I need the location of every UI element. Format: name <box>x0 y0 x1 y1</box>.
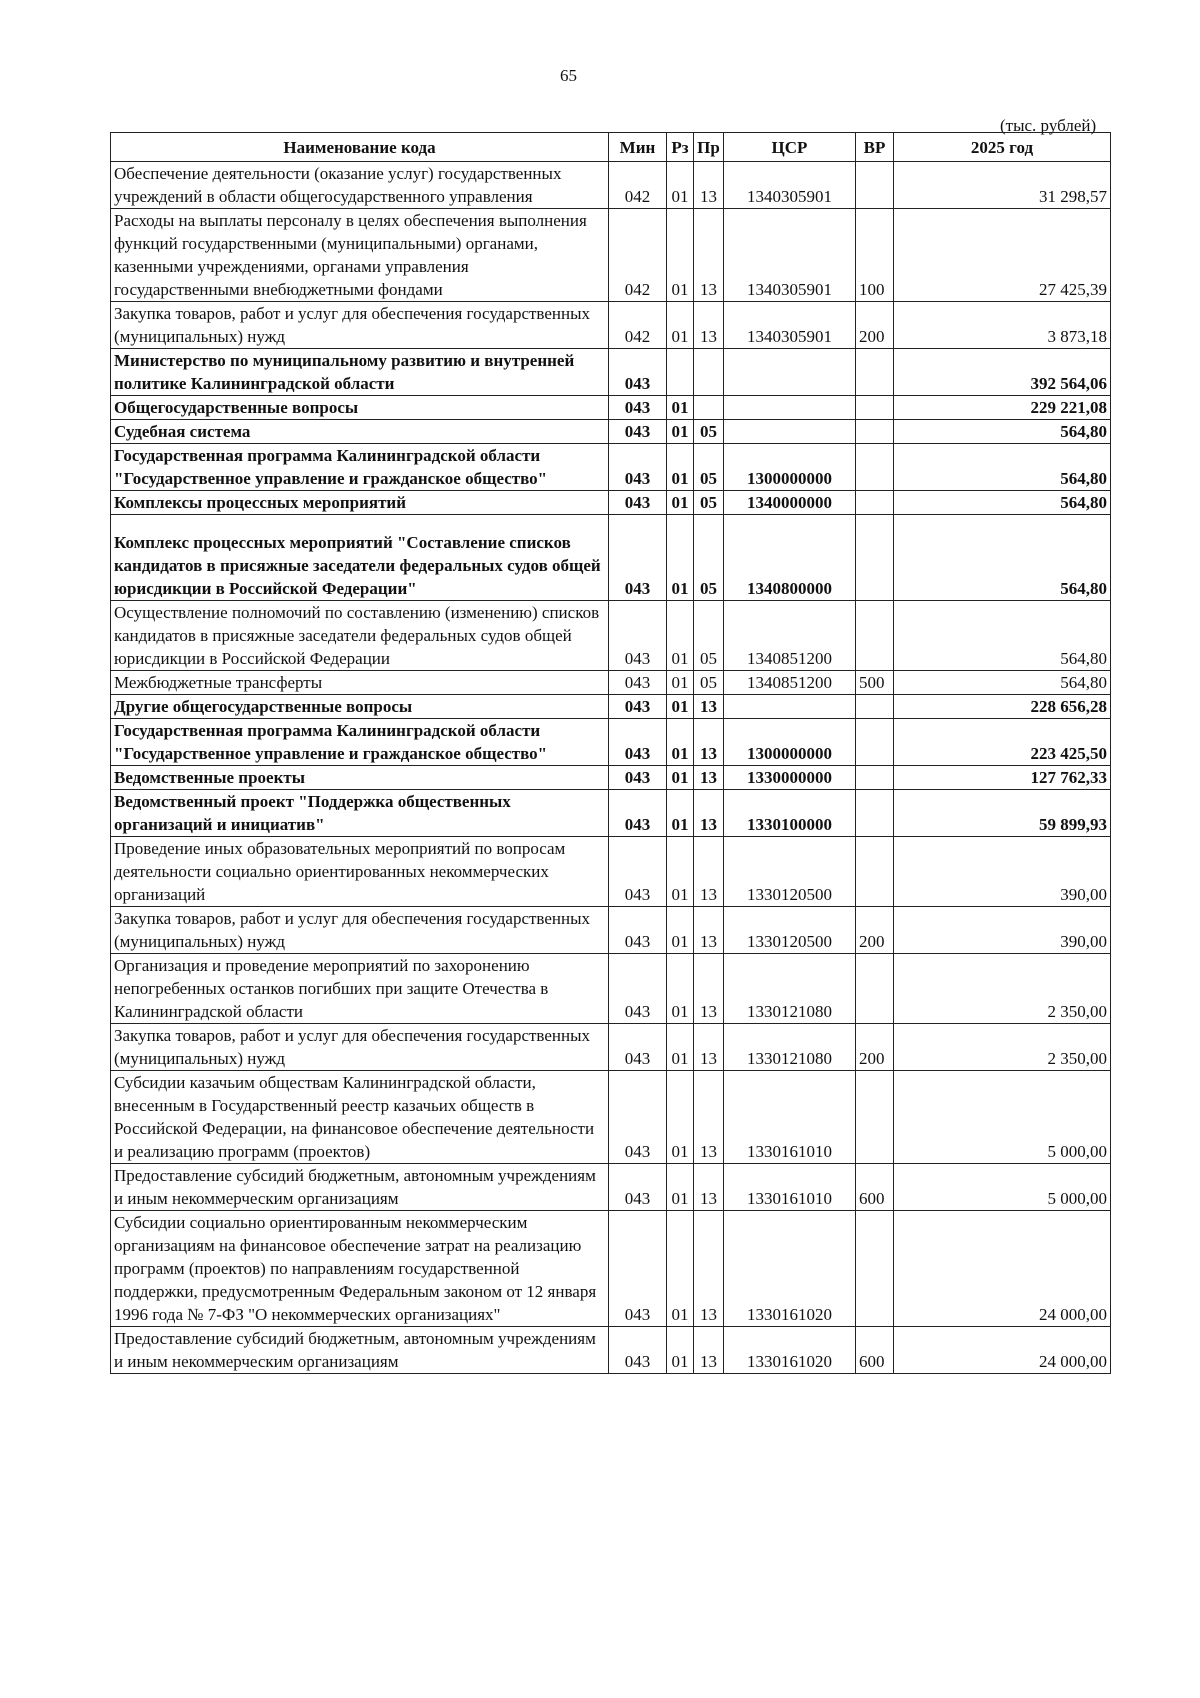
cell-pr: 13 <box>694 837 724 907</box>
page-number: 65 <box>560 66 577 85</box>
table-row <box>111 1327 1111 1374</box>
cell-pr: 05 <box>694 515 724 601</box>
cell-csr <box>724 349 856 396</box>
cell-min: 043 <box>609 695 667 719</box>
cell-amount: 3 873,18 <box>894 302 1111 349</box>
cell-name: Закупка товаров, работ и услуг для обеспечения государственных (муниципальных) нужд <box>111 302 609 349</box>
cell-pr: 05 <box>694 420 724 444</box>
cell-min: 043 <box>609 1327 667 1374</box>
cell-vr <box>856 837 894 907</box>
cell-vr: 200 <box>856 1024 894 1071</box>
cell-csr: 1330121080 <box>724 1024 856 1071</box>
cell-csr: 1330161010 <box>724 1071 856 1164</box>
table-row <box>111 420 1111 444</box>
cell-amount: 564,80 <box>894 601 1111 671</box>
cell-min: 043 <box>609 1211 667 1327</box>
cell-amount: 564,80 <box>894 420 1111 444</box>
cell-vr: 500 <box>856 671 894 695</box>
cell-pr: 13 <box>694 162 724 209</box>
cell-amount: 223 425,50 <box>894 719 1111 766</box>
cell-amount: 31 298,57 <box>894 162 1111 209</box>
cell-csr: 1340305901 <box>724 209 856 302</box>
cell-amount: 27 425,39 <box>894 209 1111 302</box>
table-row <box>111 1024 1111 1071</box>
cell-amount: 24 000,00 <box>894 1211 1111 1327</box>
cell-amount: 564,80 <box>894 671 1111 695</box>
cell-rz: 01 <box>667 1211 694 1327</box>
cell-amount: 390,00 <box>894 907 1111 954</box>
cell-name: Государственная программа Калининградской области "Государственное управление и гражданское общество" <box>111 444 609 491</box>
cell-min: 042 <box>609 209 667 302</box>
cell-csr: 1330120500 <box>724 837 856 907</box>
cell-name: Государственная программа Калининградской области "Государственное управление и гражданское общество" <box>111 719 609 766</box>
cell-rz: 01 <box>667 396 694 420</box>
table-row <box>111 349 1111 396</box>
cell-amount: 2 350,00 <box>894 1024 1111 1071</box>
cell-pr: 13 <box>694 1024 724 1071</box>
cell-name: Субсидии казачьим обществам Калининградской области, внесенным в Государственный реестр казачьих обществ в Российской Федерации, на финансовое обеспечение деятельности и реализацию программ (проектов) <box>111 1071 609 1164</box>
table-row <box>111 907 1111 954</box>
cell-amount: 564,80 <box>894 515 1111 601</box>
cell-vr <box>856 1211 894 1327</box>
cell-min: 043 <box>609 515 667 601</box>
cell-csr: 1340305901 <box>724 302 856 349</box>
cell-csr <box>724 695 856 719</box>
cell-rz: 01 <box>667 515 694 601</box>
cell-vr <box>856 1071 894 1164</box>
cell-min: 043 <box>609 491 667 515</box>
cell-rz: 01 <box>667 1024 694 1071</box>
cell-vr <box>856 396 894 420</box>
cell-name: Ведомственный проект "Поддержка общественных организаций и инициатив" <box>111 790 609 837</box>
cell-csr: 1330161020 <box>724 1211 856 1327</box>
cell-amount: 2 350,00 <box>894 954 1111 1024</box>
cell-pr: 13 <box>694 695 724 719</box>
cell-vr <box>856 444 894 491</box>
cell-pr: 13 <box>694 766 724 790</box>
cell-name: Закупка товаров, работ и услуг для обеспечения государственных (муниципальных) нужд <box>111 1024 609 1071</box>
table-row <box>111 719 1111 766</box>
cell-amount: 59 899,93 <box>894 790 1111 837</box>
cell-name: Министерство по муниципальному развитию и внутренней политике Калининградской области <box>111 349 609 396</box>
cell-rz: 01 <box>667 790 694 837</box>
cell-rz: 01 <box>667 444 694 491</box>
table-row <box>111 1164 1111 1211</box>
cell-csr: 1330121080 <box>724 954 856 1024</box>
cell-min: 043 <box>609 766 667 790</box>
cell-vr: 200 <box>856 907 894 954</box>
cell-min: 043 <box>609 671 667 695</box>
cell-min: 043 <box>609 837 667 907</box>
cell-pr: 13 <box>694 719 724 766</box>
cell-vr <box>856 766 894 790</box>
cell-rz: 01 <box>667 907 694 954</box>
cell-name: Осуществление полномочий по составлению (изменению) списков кандидатов в присяжные заседатели федеральных судов общей юрисдикции в Российской Федерации <box>111 601 609 671</box>
cell-pr: 13 <box>694 1164 724 1211</box>
cell-csr <box>724 396 856 420</box>
cell-csr: 1300000000 <box>724 444 856 491</box>
cell-min: 042 <box>609 302 667 349</box>
cell-amount: 5 000,00 <box>894 1164 1111 1211</box>
cell-rz: 01 <box>667 1327 694 1374</box>
cell-csr: 1340800000 <box>724 515 856 601</box>
cell-min: 043 <box>609 907 667 954</box>
cell-name: Общегосударственные вопросы <box>111 396 609 420</box>
cell-pr <box>694 396 724 420</box>
cell-vr <box>856 491 894 515</box>
cell-vr <box>856 349 894 396</box>
table-row <box>111 396 1111 420</box>
cell-name: Организация и проведение мероприятий по захоронению непогребенных останков погибших при защите Отечества в Калининградской области <box>111 954 609 1024</box>
cell-rz <box>667 349 694 396</box>
table-row <box>111 601 1111 671</box>
cell-name: Предоставление субсидий бюджетным, автономным учреждениям и иным некоммерческим организациям <box>111 1164 609 1211</box>
cell-vr <box>856 601 894 671</box>
cell-name: Закупка товаров, работ и услуг для обеспечения государственных (муниципальных) нужд <box>111 907 609 954</box>
cell-amount: 5 000,00 <box>894 1071 1111 1164</box>
cell-csr: 1330120500 <box>724 907 856 954</box>
cell-csr: 1340851200 <box>724 601 856 671</box>
cell-rz: 01 <box>667 954 694 1024</box>
cell-min: 043 <box>609 349 667 396</box>
table-row <box>111 209 1111 302</box>
table-row <box>111 491 1111 515</box>
cell-pr: 05 <box>694 491 724 515</box>
cell-vr <box>856 695 894 719</box>
cell-name: Обеспечение деятельности (оказание услуг) государственных учреждений в области общегосударственного управления <box>111 162 609 209</box>
cell-rz: 01 <box>667 695 694 719</box>
table-row <box>111 515 1111 601</box>
budget-table <box>110 132 1111 1374</box>
table-row <box>111 954 1111 1024</box>
cell-csr: 1340000000 <box>724 491 856 515</box>
cell-pr: 13 <box>694 790 724 837</box>
cell-pr: 13 <box>694 302 724 349</box>
header-amount: 2025 год <box>894 133 1111 162</box>
cell-min: 043 <box>609 396 667 420</box>
cell-min: 043 <box>609 601 667 671</box>
cell-amount: 24 000,00 <box>894 1327 1111 1374</box>
cell-vr <box>856 790 894 837</box>
header-rz: Рз <box>667 133 694 162</box>
cell-amount: 390,00 <box>894 837 1111 907</box>
cell-vr: 600 <box>856 1164 894 1211</box>
cell-amount: 127 762,33 <box>894 766 1111 790</box>
cell-csr: 1340851200 <box>724 671 856 695</box>
cell-vr: 100 <box>856 209 894 302</box>
cell-min: 043 <box>609 719 667 766</box>
cell-rz: 01 <box>667 837 694 907</box>
cell-csr: 1330161020 <box>724 1327 856 1374</box>
table-row <box>111 302 1111 349</box>
cell-rz: 01 <box>667 302 694 349</box>
table-row <box>111 444 1111 491</box>
cell-amount: 564,80 <box>894 491 1111 515</box>
header-min: Мин <box>609 133 667 162</box>
cell-rz: 01 <box>667 719 694 766</box>
cell-pr <box>694 349 724 396</box>
cell-csr <box>724 420 856 444</box>
cell-name: Проведение иных образовательных мероприятий по вопросам деятельности социально ориентированных некоммерческих организаций <box>111 837 609 907</box>
cell-csr: 1330000000 <box>724 766 856 790</box>
cell-csr: 1340305901 <box>724 162 856 209</box>
cell-min: 043 <box>609 954 667 1024</box>
cell-name: Другие общегосударственные вопросы <box>111 695 609 719</box>
cell-vr: 600 <box>856 1327 894 1374</box>
table-row <box>111 790 1111 837</box>
cell-pr: 13 <box>694 1211 724 1327</box>
cell-name: Судебная система <box>111 420 609 444</box>
cell-rz: 01 <box>667 671 694 695</box>
cell-name: Комплекс процессных мероприятий "Составление списков кандидатов в присяжные заседатели федеральных судов общей юрисдикции в Российской Федерации" <box>111 515 609 601</box>
header-pr: Пр <box>694 133 724 162</box>
cell-vr <box>856 515 894 601</box>
header-vr: ВР <box>856 133 894 162</box>
units-label: (тыс. рублей) <box>1000 116 1097 135</box>
table-row <box>111 766 1111 790</box>
cell-name: Комплексы процессных мероприятий <box>111 491 609 515</box>
cell-name: Предоставление субсидий бюджетным, автономным учреждениям и иным некоммерческим организациям <box>111 1327 609 1374</box>
cell-pr: 05 <box>694 601 724 671</box>
cell-rz: 01 <box>667 491 694 515</box>
cell-pr: 13 <box>694 209 724 302</box>
header-name: Наименование кода <box>111 133 609 162</box>
cell-min: 043 <box>609 1164 667 1211</box>
table-row <box>111 1071 1111 1164</box>
cell-vr <box>856 719 894 766</box>
cell-min: 043 <box>609 1071 667 1164</box>
cell-vr <box>856 420 894 444</box>
table-row <box>111 671 1111 695</box>
table-body <box>111 162 1111 1374</box>
cell-pr: 13 <box>694 954 724 1024</box>
table-row <box>111 1211 1111 1327</box>
cell-csr: 1300000000 <box>724 719 856 766</box>
cell-csr: 1330161010 <box>724 1164 856 1211</box>
cell-pr: 13 <box>694 907 724 954</box>
cell-rz: 01 <box>667 420 694 444</box>
cell-rz: 01 <box>667 1071 694 1164</box>
table-row <box>111 695 1111 719</box>
cell-min: 043 <box>609 1024 667 1071</box>
cell-amount: 229 221,08 <box>894 396 1111 420</box>
cell-min: 043 <box>609 790 667 837</box>
cell-amount: 392 564,06 <box>894 349 1111 396</box>
table-header-row <box>111 133 1111 162</box>
cell-pr: 13 <box>694 1071 724 1164</box>
cell-rz: 01 <box>667 766 694 790</box>
cell-pr: 13 <box>694 1327 724 1374</box>
cell-vr <box>856 954 894 1024</box>
table-row <box>111 837 1111 907</box>
cell-name: Расходы на выплаты персоналу в целях обеспечения выполнения функций государственными (муниципальными) органами, казенными учреждениями, органами управления государственными внебюджетными фондами <box>111 209 609 302</box>
cell-amount: 564,80 <box>894 444 1111 491</box>
cell-vr: 200 <box>856 302 894 349</box>
cell-name: Межбюджетные трансферты <box>111 671 609 695</box>
cell-min: 043 <box>609 420 667 444</box>
cell-min: 042 <box>609 162 667 209</box>
cell-name: Ведомственные проекты <box>111 766 609 790</box>
cell-rz: 01 <box>667 209 694 302</box>
cell-name: Субсидии социально ориентированным некоммерческим организациям на финансовое обеспечение затрат на реализацию программ (проектов) по направлениям государственной поддержки, предусмотренным Федеральным законом от 12 января 1996 года № 7-ФЗ "О некоммерческих организациях" <box>111 1211 609 1327</box>
cell-vr <box>856 162 894 209</box>
cell-pr: 05 <box>694 444 724 491</box>
cell-rz: 01 <box>667 162 694 209</box>
cell-rz: 01 <box>667 1164 694 1211</box>
cell-pr: 05 <box>694 671 724 695</box>
cell-amount: 228 656,28 <box>894 695 1111 719</box>
cell-csr: 1330100000 <box>724 790 856 837</box>
cell-min: 043 <box>609 444 667 491</box>
header-csr: ЦСР <box>724 133 856 162</box>
table-row <box>111 162 1111 209</box>
cell-rz: 01 <box>667 601 694 671</box>
